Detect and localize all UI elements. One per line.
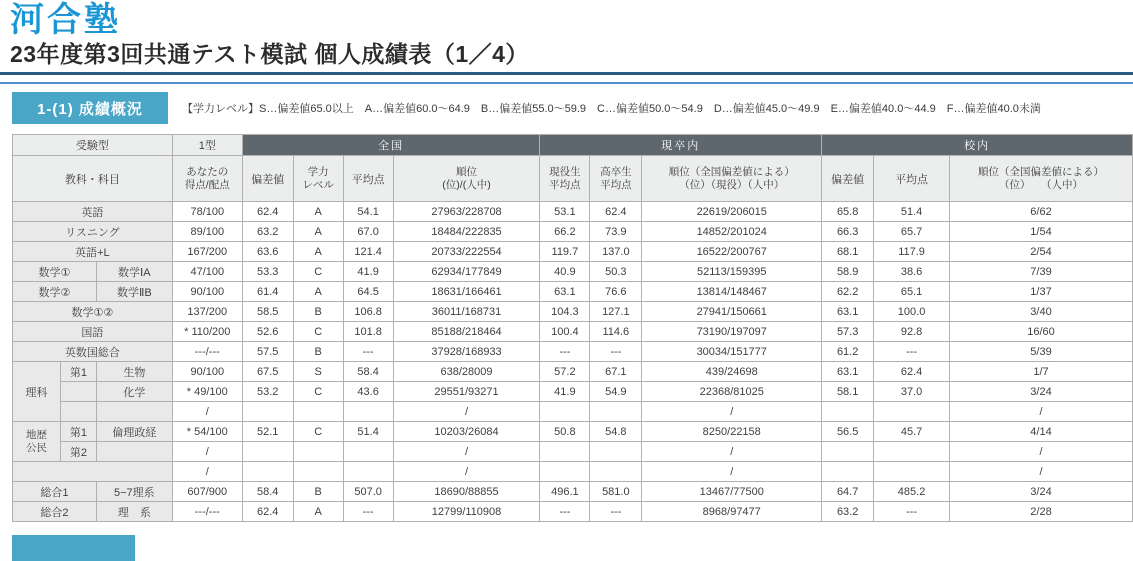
cell (242, 442, 293, 462)
cell: B (293, 302, 343, 322)
section-header (12, 92, 1133, 124)
table-row-eng-math-jpn-total (13, 342, 1133, 362)
cell: S (293, 362, 343, 382)
cell: 3/24 (950, 482, 1133, 502)
cell: B (293, 342, 343, 362)
subject-sublabel: 数学ⅠA (96, 262, 172, 282)
cell: 29551/93271 (393, 382, 540, 402)
choice-number-label: 第1 (60, 362, 96, 382)
cell: 66.2 (540, 222, 590, 242)
cell: 63.1 (822, 362, 874, 382)
cell: 53.3 (242, 262, 293, 282)
subject-label: 総合1 (13, 482, 97, 502)
subject-sublabel: 生物 (96, 362, 172, 382)
cell: 51.4 (874, 202, 950, 222)
cell: 121.4 (343, 242, 393, 262)
school-group-header: 校内 (822, 135, 1133, 156)
cell: 41.9 (540, 382, 590, 402)
group-header-row (13, 135, 1133, 156)
your-score-col-header (172, 156, 242, 202)
cell: 8250/22158 (642, 422, 822, 442)
cell: 61.2 (822, 342, 874, 362)
subject-label: 国語 (13, 322, 173, 342)
cell (540, 462, 590, 482)
school-hensachi-col-header: 偏差値 (822, 156, 874, 202)
cell: 3/24 (950, 382, 1133, 402)
cell: --- (343, 342, 393, 362)
cell: 485.2 (874, 482, 950, 502)
cell: --- (590, 342, 642, 362)
cell: --- (590, 502, 642, 522)
geneki-line2: 平均点 (549, 178, 581, 191)
choice-number-label (60, 382, 96, 402)
cell: --- (874, 502, 950, 522)
score-table (12, 134, 1133, 522)
cell: B (293, 482, 343, 502)
table-row-math2 (13, 282, 1133, 302)
current-grad-group-header: 現卒内 (540, 135, 822, 156)
cell: 18631/166461 (393, 282, 540, 302)
cell: 52113/159395 (642, 262, 822, 282)
cell (343, 402, 393, 422)
gensotsu-rank-line2: （位）（現役）（人中） (679, 178, 785, 191)
cell: 137.0 (590, 242, 642, 262)
subject-sublabel (96, 402, 172, 422)
cell: 52.1 (242, 422, 293, 442)
cell: 43.6 (343, 382, 393, 402)
table-row-empty (13, 462, 1133, 482)
cell: 581.0 (590, 482, 642, 502)
cell: 137/200 (172, 302, 242, 322)
cell: 54.9 (590, 382, 642, 402)
cell: 58.4 (343, 362, 393, 382)
cell: / (393, 442, 540, 462)
cell: --- (343, 502, 393, 522)
cell: 27941/150661 (642, 302, 822, 322)
cell (822, 442, 874, 462)
cell: 62.4 (874, 362, 950, 382)
cell: 65.8 (822, 202, 874, 222)
cell: / (172, 442, 242, 462)
cell (540, 442, 590, 462)
gensotsu-rank-line1: 順位（全国偏差値による） (668, 165, 795, 178)
cell: / (950, 462, 1133, 482)
subject-label: リスニング (13, 222, 173, 242)
cell: 13467/77500 (642, 482, 822, 502)
subject-label: 英語+L (13, 242, 173, 262)
subject-label: 英数国総合 (13, 342, 173, 362)
cell: 127.1 (590, 302, 642, 322)
national-rank-line1: 順位 (456, 165, 477, 178)
choice-number-label (60, 402, 96, 422)
cell: 37928/168933 (393, 342, 540, 362)
cell: 76.6 (590, 282, 642, 302)
geo-civics-line2: 公民 (25, 441, 47, 454)
cell: 4/14 (950, 422, 1133, 442)
type1-header: 1型 (172, 135, 242, 156)
cell: 117.9 (874, 242, 950, 262)
cell: 14852/201024 (642, 222, 822, 242)
ability-level-legend: 【学力レベル】S…偏差値65.0以上 A…偏差値60.0～64.9 B…偏差値55.0～59.9 C…偏差値50.0～54.9 D…偏差値45.0～49.9 E…偏差値40.0～44.9 F…偏差値40.0未満 (182, 103, 1041, 116)
cell: 38.6 (874, 262, 950, 282)
kosotsu-line2: 平均点 (600, 178, 632, 191)
section-badge: 1-(1) 成績概況 (12, 92, 168, 124)
subject-label (13, 462, 173, 482)
national-average-col-header: 平均点 (343, 156, 393, 202)
cell: 57.2 (540, 362, 590, 382)
cell (874, 402, 950, 422)
cell: / (393, 462, 540, 482)
cell: 496.1 (540, 482, 590, 502)
cell: 90/100 (172, 282, 242, 302)
table-row-listening (13, 222, 1133, 242)
gensotsu-rank-col-header (642, 156, 822, 202)
cell: 89/100 (172, 222, 242, 242)
cell: 8968/97477 (642, 502, 822, 522)
cell: 18690/88855 (393, 482, 540, 502)
cell: 73.9 (590, 222, 642, 242)
cell: 16/60 (950, 322, 1133, 342)
cell: 53.1 (540, 202, 590, 222)
table-row-composite2 (13, 502, 1133, 522)
cell: A (293, 282, 343, 302)
cell: 607/900 (172, 482, 242, 502)
cell: 1/54 (950, 222, 1133, 242)
table-row-english-plus-l (13, 242, 1133, 262)
choice-number-label: 第2 (60, 442, 96, 462)
cell (874, 462, 950, 482)
school-average-col-header: 平均点 (874, 156, 950, 202)
cell: 167/200 (172, 242, 242, 262)
cell: / (950, 402, 1133, 422)
cell: 100.0 (874, 302, 950, 322)
cell: 6/62 (950, 202, 1133, 222)
cell: 10203/26084 (393, 422, 540, 442)
table-row-chemistry (13, 382, 1133, 402)
cell: / (642, 442, 822, 462)
cell: --- (540, 342, 590, 362)
cell: 114.6 (590, 322, 642, 342)
cell: ---/--- (172, 502, 242, 522)
table-row-geo-civics-second (13, 442, 1133, 462)
cell: C (293, 322, 343, 342)
cell: * 49/100 (172, 382, 242, 402)
cell: 66.3 (822, 222, 874, 242)
cell (343, 462, 393, 482)
cell: 62.4 (242, 202, 293, 222)
cell: 54.1 (343, 202, 393, 222)
cell: 12799/110908 (393, 502, 540, 522)
cell: 63.1 (540, 282, 590, 302)
cell (293, 442, 343, 462)
cell: 65.7 (874, 222, 950, 242)
kosotsu-line1: 高卒生 (600, 165, 632, 178)
cell: 62.4 (242, 502, 293, 522)
table-row-composite1 (13, 482, 1133, 502)
cell: * 54/100 (172, 422, 242, 442)
subject-label: 英語 (13, 202, 173, 222)
cell (242, 462, 293, 482)
cell: 63.6 (242, 242, 293, 262)
cell: 50.8 (540, 422, 590, 442)
subject-sublabel: 数学ⅡB (96, 282, 172, 302)
cell: 67.1 (590, 362, 642, 382)
cell: 507.0 (343, 482, 393, 502)
cell: 90/100 (172, 362, 242, 382)
cell: 61.4 (242, 282, 293, 302)
cell: 64.5 (343, 282, 393, 302)
cell: 45.7 (874, 422, 950, 442)
cell: A (293, 202, 343, 222)
your-score-line1: あなたの (186, 165, 229, 178)
table-row-biology (13, 362, 1133, 382)
cell: 1/37 (950, 282, 1133, 302)
cell (590, 402, 642, 422)
title-divider (0, 72, 1133, 84)
cell (874, 442, 950, 462)
cell: 100.4 (540, 322, 590, 342)
subject-label: 数学①② (13, 302, 173, 322)
national-group-header: 全国 (242, 135, 540, 156)
cell: 67.0 (343, 222, 393, 242)
subject-sublabel: 5−7理系 (96, 482, 172, 502)
cell: 2/28 (950, 502, 1133, 522)
page-title: 23年度第3回共通テスト模試 個人成績表（1／4） (10, 41, 529, 68)
table-row-ethics-politics (13, 422, 1133, 442)
cell: / (642, 462, 822, 482)
school-rank-col-header (950, 156, 1133, 202)
cell: / (393, 402, 540, 422)
column-header-row (13, 156, 1133, 202)
cell: 119.7 (540, 242, 590, 262)
cell: / (950, 442, 1133, 462)
your-score-line2: 得点/配点 (184, 178, 230, 191)
cell: 30034/151777 (642, 342, 822, 362)
exam-type-header: 受験型 (13, 135, 173, 156)
cell: 638/28009 (393, 362, 540, 382)
cell: 63.1 (822, 302, 874, 322)
ability-level-col-header (293, 156, 343, 202)
cell: 78/100 (172, 202, 242, 222)
cell: 22368/81025 (642, 382, 822, 402)
ability-level-line1: 学力 (307, 165, 329, 178)
kosotsu-average-col-header (590, 156, 642, 202)
geo-civics-line1: 地歴 (25, 428, 47, 441)
subject-sublabel: 倫理政経 (96, 422, 172, 442)
cell (540, 402, 590, 422)
cell: 2/54 (950, 242, 1133, 262)
cell: 50.3 (590, 262, 642, 282)
cell: 7/39 (950, 262, 1133, 282)
cell: * 110/200 (172, 322, 242, 342)
cell: 20733/222554 (393, 242, 540, 262)
school-rank-line2: （位） （人中） (999, 178, 1083, 191)
cell: A (293, 242, 343, 262)
cell: 27963/228708 (393, 202, 540, 222)
cell: 1/7 (950, 362, 1133, 382)
cell: --- (540, 502, 590, 522)
cell: 58.5 (242, 302, 293, 322)
subject-sublabel: 理 系 (96, 502, 172, 522)
cell: 13814/148467 (642, 282, 822, 302)
school-rank-line1: 順位（全国偏差値による） (978, 165, 1104, 178)
science-group-label: 理科 (13, 362, 61, 422)
cell: C (293, 422, 343, 442)
cell: 92.8 (874, 322, 950, 342)
next-section-badge-partial (12, 535, 135, 561)
geneki-average-col-header (540, 156, 590, 202)
cell: --- (874, 342, 950, 362)
cell: 104.3 (540, 302, 590, 322)
cell (822, 462, 874, 482)
cell: A (293, 222, 343, 242)
cell: 54.8 (590, 422, 642, 442)
cell: 22619/206015 (642, 202, 822, 222)
geneki-line1: 現役生 (549, 165, 581, 178)
cell: 58.9 (822, 262, 874, 282)
subject-label: 数学② (13, 282, 97, 302)
cell: 57.5 (242, 342, 293, 362)
cell: ---/--- (172, 342, 242, 362)
kawaijuku-logo: 河合塾 (10, 1, 121, 39)
table-row-math12 (13, 302, 1133, 322)
cell: 63.2 (242, 222, 293, 242)
cell: 57.3 (822, 322, 874, 342)
geo-civics-group-label (13, 422, 61, 462)
cell: / (642, 402, 822, 422)
cell: A (293, 502, 343, 522)
cell (343, 442, 393, 462)
cell: 5/39 (950, 342, 1133, 362)
cell: C (293, 382, 343, 402)
table-row-math1 (13, 262, 1133, 282)
national-rank-line2: (位)/(人中) (442, 178, 491, 191)
cell: 52.6 (242, 322, 293, 342)
subject-sublabel: 化学 (96, 382, 172, 402)
cell: 101.8 (343, 322, 393, 342)
table-row-japanese (13, 322, 1133, 342)
subject-sublabel (96, 442, 172, 462)
cell: 62.4 (590, 202, 642, 222)
subject-col-header: 教科・科目 (13, 156, 173, 202)
cell: 47/100 (172, 262, 242, 282)
cell: / (172, 462, 242, 482)
table-row-english (13, 202, 1133, 222)
cell: 58.1 (822, 382, 874, 402)
cell: 73190/197097 (642, 322, 822, 342)
cell (590, 442, 642, 462)
cell: 16522/200767 (642, 242, 822, 262)
cell: 37.0 (874, 382, 950, 402)
cell: 67.5 (242, 362, 293, 382)
national-rank-col-header (393, 156, 540, 202)
cell: 36011/168731 (393, 302, 540, 322)
cell: 41.9 (343, 262, 393, 282)
table-row-science-empty (13, 402, 1133, 422)
cell (590, 462, 642, 482)
cell: 62.2 (822, 282, 874, 302)
cell: 53.2 (242, 382, 293, 402)
cell (293, 462, 343, 482)
cell: 68.1 (822, 242, 874, 262)
cell: 56.5 (822, 422, 874, 442)
cell: 65.1 (874, 282, 950, 302)
subject-label: 総合2 (13, 502, 97, 522)
cell: 439/24698 (642, 362, 822, 382)
cell: 64.7 (822, 482, 874, 502)
cell (293, 402, 343, 422)
cell: 58.4 (242, 482, 293, 502)
cell: 63.2 (822, 502, 874, 522)
cell: 40.9 (540, 262, 590, 282)
cell: 18484/222835 (393, 222, 540, 242)
cell: C (293, 262, 343, 282)
ability-level-line2: レベル (302, 178, 334, 191)
cell (822, 402, 874, 422)
choice-number-label: 第1 (60, 422, 96, 442)
cell: 85188/218464 (393, 322, 540, 342)
cell: / (172, 402, 242, 422)
cell: 51.4 (343, 422, 393, 442)
cell: 106.8 (343, 302, 393, 322)
cell (242, 402, 293, 422)
subject-label: 数学① (13, 262, 97, 282)
national-hensachi-col-header: 偏差値 (242, 156, 293, 202)
cell: 3/40 (950, 302, 1133, 322)
cell: 62934/177849 (393, 262, 540, 282)
